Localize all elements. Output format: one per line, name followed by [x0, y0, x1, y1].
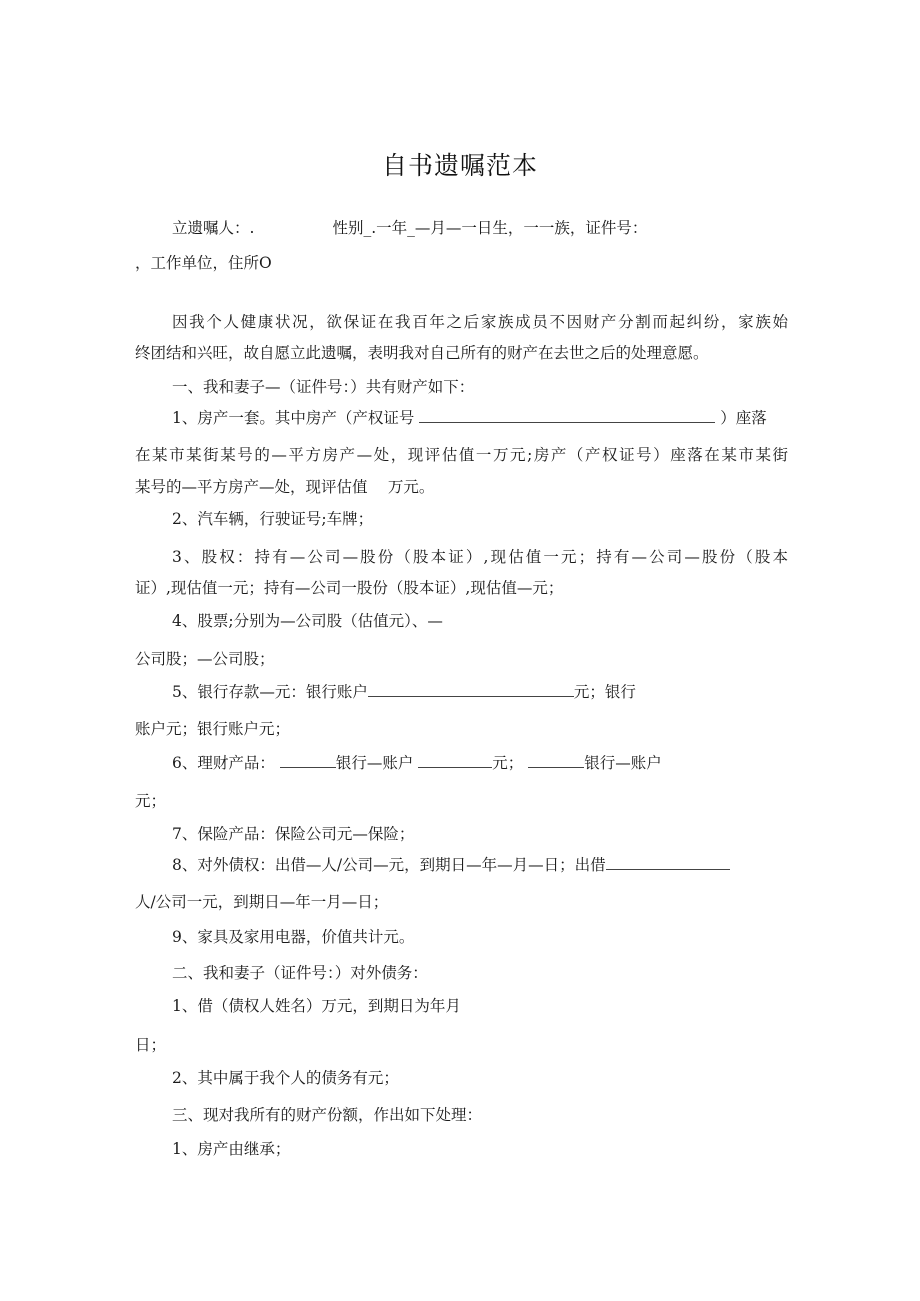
- item-3-equity-line-2: 证）,现估值一元；持有—公司一股份（股本证）,现估值—元；: [135, 579, 564, 597]
- item-6-text: 6、理财产品：: [172, 754, 275, 772]
- item-7-insurance-line: 7、保险产品：保险公司元—保险；: [172, 825, 415, 843]
- workplace-address-line: ，工作单位，住所O: [135, 254, 272, 272]
- item-6-bank-account-2: 银行—账户: [584, 754, 662, 772]
- bank-name-blank-1: [280, 753, 336, 768]
- item-4-stock-line-2: 公司股；—公司股；: [135, 650, 275, 668]
- section-1-heading: 一、我和妻子—（证件号：）共有财产如下：: [172, 378, 475, 396]
- item-8-text: 8、对外债权：出借—人/公司—元，到期日—年—月—日；出借: [172, 856, 606, 874]
- debt-item-1-line-2: 日；: [135, 1036, 167, 1054]
- item-6-bank-account-1: 银行—账户: [335, 754, 414, 772]
- item-1-property-line: [172, 408, 767, 428]
- item-1-text: 1、房产一套。其中房产（产权证号: [172, 409, 415, 427]
- property-detail-line-2: 某号的—平方房产—处，现评估值 万元。: [135, 478, 435, 496]
- borrower-blank: [606, 855, 730, 870]
- section-3-heading: 三、现对我所有的财产份额，作出如下处理：: [172, 1106, 483, 1124]
- testator-label: 立遗嘱人：.: [172, 219, 255, 237]
- item-5-deposit-line-2: 账户元；银行账户元；: [135, 720, 291, 738]
- preamble-line-2: 终团结和兴旺，故自愿立此遗嘱，表明我对自己所有的财产在去世之后的处理意愿。: [135, 344, 709, 362]
- amount-blank-1: [418, 753, 492, 768]
- debt-item-1-line: 1、借（债权人姓名）万元，到期日为年月: [172, 997, 461, 1015]
- item-5-text: 5、银行存款—元：银行账户: [172, 683, 368, 701]
- bank-name-blank-2: [528, 753, 584, 768]
- item-5-deposit-line: [172, 682, 636, 702]
- testator-info-line: [172, 218, 647, 238]
- debt-item-2-line: 2、其中属于我个人的债务有元；: [172, 1069, 399, 1087]
- item-1-text-end: ）座落: [720, 409, 767, 427]
- item-4-stock-line-1: 4、股票;分别为—公司股（估值元）、—: [172, 612, 443, 630]
- item-8-claims-line-2: 人/公司一元，到期日—年一月—日；: [135, 893, 389, 911]
- section-2-heading: 二、我和妻子（证件号：）对外债务：: [172, 964, 428, 982]
- bank-account-blank: [368, 682, 574, 697]
- property-cert-blank: [419, 408, 715, 423]
- item-6-wealth-line: [172, 753, 662, 773]
- item-9-furniture-line: 9、家具及家用电器，价值共计元。: [172, 928, 415, 946]
- item-8-claims-line: [172, 855, 730, 875]
- property-detail-line-1: 在某市某街某号的—平方房产—处，现评估值一万元;房产（产权证号）座落在某市某街: [135, 446, 788, 464]
- gender-birth-id-text: 性别_.一年_—月—一日生，一一族，证件号：: [332, 219, 648, 237]
- item-6-yuan-1: 元；: [492, 754, 524, 772]
- item-6-wealth-line-2: 元；: [135, 792, 167, 810]
- item-2-vehicle-line: 2、汽车辆，行驶证号;车牌；: [172, 510, 374, 528]
- disposal-item-1-line: 1、房产由继承；: [172, 1140, 291, 1158]
- document-title: 自书遗嘱范本: [381, 151, 538, 180]
- preamble-line-1: 因我个人健康状况，欲保证在我百年之后家族成员不因财产分割而起纠纷，家族始: [172, 313, 788, 331]
- item-5-text-end: 元；银行: [573, 683, 636, 701]
- item-3-equity-line-1: 3、股权：持有—公司—股份（股本证）,现估值一元；持有—公司—股份（股本: [172, 548, 788, 566]
